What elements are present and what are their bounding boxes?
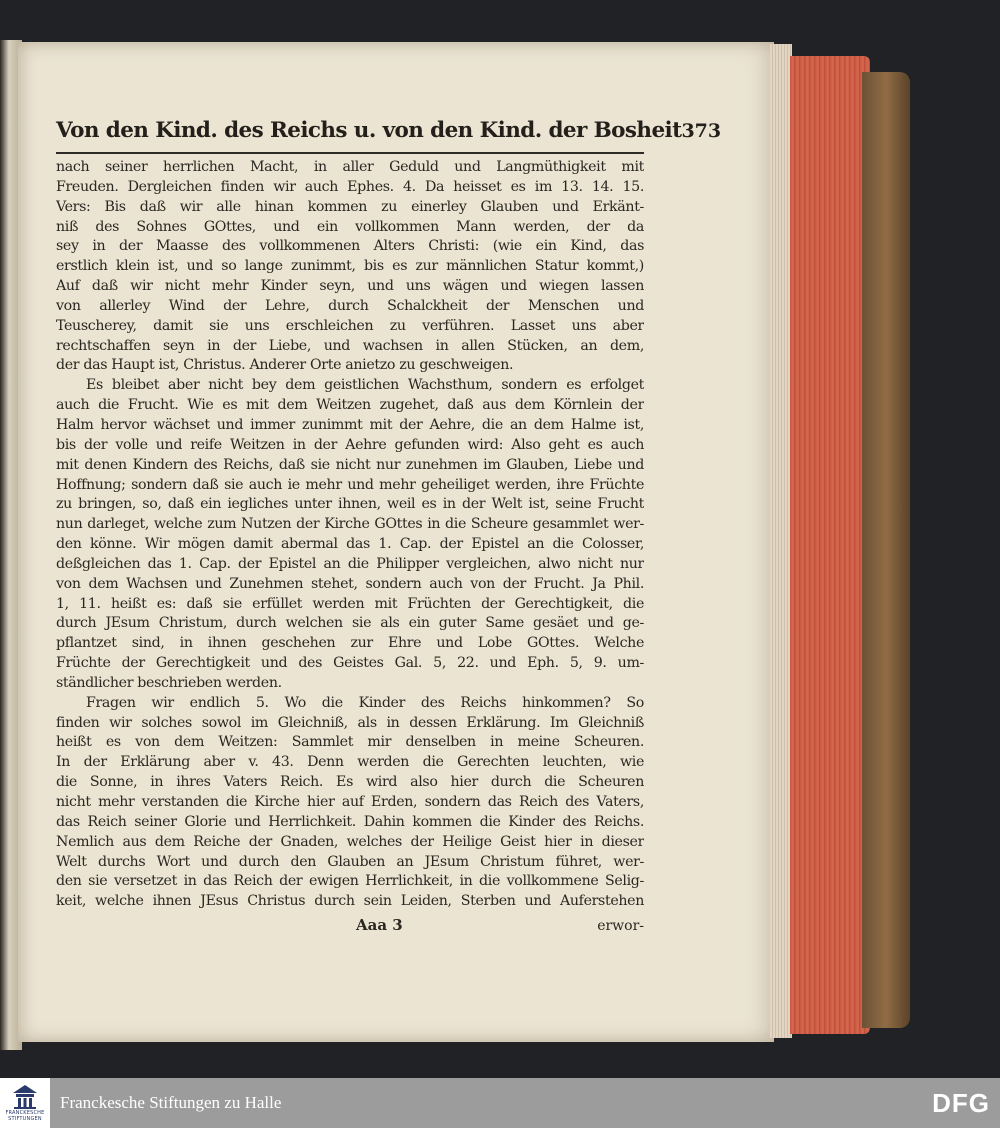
body-text: [56, 158, 644, 912]
text-line: sey in der Maasse des vollkommenen Alters Christi: (wie ein Kind, das: [56, 238, 644, 255]
franckesche-emblem-icon: [10, 1084, 40, 1110]
catchword: erwor-: [597, 918, 644, 935]
page-footer: [56, 916, 644, 938]
viewer-footer-bar: [0, 1078, 1000, 1128]
text-line: pflantzet sind, in ihnen geschehen zur Ehre und Lobe GOttes. Welche: [56, 635, 644, 652]
text-line: Freuden. Dergleichen finden wir auch Ephes. 4. Da heisset es im 13. 14. 15.: [56, 178, 644, 195]
text-line: bis der volle und reife Weitzen in der Aehre gefunden wird: Also geht es auch: [56, 436, 644, 453]
page-fore-edge: [770, 44, 792, 1038]
text-line: nach seiner herrlichen Macht, in aller Geduld und Langmüthigkeit mit: [56, 159, 644, 175]
text-line: Früchte der Gerechtigkeit und des Geistes Gal. 5, 22. und Eph. 5, 9. um-: [56, 655, 644, 672]
text-line: keit, welche ihnen JEsus Christus durch sein Leiden, Sterben und Auferstehen: [56, 893, 644, 910]
institution-link[interactable]: Franckesche Stiftungen zu Halle: [60, 1093, 282, 1112]
text-line: Fragen wir endlich 5. Wo die Kinder des Reichs hinkommen? So: [86, 694, 644, 711]
red-page-edges: [790, 56, 870, 1034]
text-line: den könne. Wir mögen damit abermal das 1. Cap. der Epistel an die Colosser,: [56, 536, 644, 553]
franckesche-logo[interactable]: [0, 1078, 50, 1128]
book-cover: [862, 72, 910, 1028]
text-line: nicht mehr verstanden die Kirche hier auf Erden, sondern das Reich des Vaters,: [56, 794, 644, 810]
text-line: ständlicher beschrieben werden.: [56, 674, 282, 691]
text-line: zu bringen, so, daß ein iegliches unter ihnen, weil es in der Welt ist, seine Frucht: [56, 496, 644, 513]
text-line: von dem Wachsen und Zunehmen stehet, sondern auch von der Frucht. Ja Phil.: [56, 575, 644, 592]
text-line: das Reich seiner Glorie und Herrlichkeit. Dahin kommen die Kinder des Reichs.: [56, 813, 644, 830]
text-line: Vers: Bis daß wir alle hinan kommen zu einerley Glauben und Erkänt-: [56, 198, 644, 215]
text-line: Welt durchs Wort und durch den Glauben an JEsum Christum führet, wer-: [56, 853, 644, 870]
text-line: Es bleibet aber nicht bey dem geistlichen Wachsthum, sondern es erfolget: [86, 377, 644, 394]
text-line: Halm hervor wächset und immer zunimmt mit der Aehre, die an dem Halme ist,: [56, 416, 644, 433]
text-line: nun darleget, welche zum Nutzen der Kirche GOttes in die Scheure gesammlet wer-: [56, 516, 644, 533]
text-line: den sie versetzet in das Reich der ewigen Herrlichkeit, in die vollkommene Selig-: [56, 873, 644, 890]
text-line: Hoffnung; sondern daß sie auch ie mehr und mehr geheiliget werden, ihre Früchte: [56, 476, 644, 493]
text-line: mit denen Kindern des Reichs, daß sie nicht nur zunehmen im Glauben, Liebe und: [56, 456, 644, 473]
text-line: rechtschaffen seyn in der Liebe, und wachsen in allen Stücken, an dem,: [56, 337, 644, 354]
text-line: durch JEsum Christum, durch welchen sie als ein guter Same gesäet und ge-: [56, 615, 644, 632]
running-title: Von den Kind. des Reichs u. von den Kind. der Bosheit: [56, 118, 682, 143]
page-number: 373: [681, 120, 722, 142]
text-line: Auf daß wir nicht mehr Kinder seyn, und uns wägen und wiegen lassen: [56, 278, 644, 295]
text-line: auch die Frucht. Wie es mit dem Weitzen zugehet, daß aus dem Körnlein der: [56, 397, 644, 414]
text-line: heißt es von dem Weitzen: Sammlet mir denselben in meine Scheuren.: [56, 734, 644, 751]
text-line: von allerley Wind der Lehre, durch Schalckheit der Menschen und: [56, 297, 644, 314]
dfg-logo[interactable]: DFG: [932, 1087, 990, 1118]
text-line: 1, 11. heißt es: daß sie erfüllet werden mit Früchten der Gerechtigkeit, die: [56, 595, 644, 612]
text-line: der das Haupt ist, Christus. Anderer Orte anietzo zu geschweigen.: [56, 357, 514, 374]
text-line: erstlich klein ist, und so lange zunimmt, bis es zur männlichen Statur kommt,): [56, 258, 644, 275]
page-text-block: [56, 118, 722, 948]
text-line: deßgleichen das 1. Cap. der Epistel an die Philipper vergleichen, alwo nicht nur: [56, 555, 644, 572]
text-line: In der Erklärung aber v. 43. Denn werden die Gerechten leuchten, wie: [56, 754, 644, 771]
text-line: niß des Sohnes GOttes, und ein vollkommen Mann werden, der da: [56, 218, 644, 235]
text-line: Teuscherey, damit sie uns erschleichen zu verführen. Lasset uns aber: [56, 317, 644, 334]
text-line: die Sonne, in ihres Vaters Reich. Es wird also hier durch die Scheuren: [56, 774, 644, 791]
signature-mark: Aaa 3: [356, 916, 403, 935]
logo-text: FRANCKESCHE STIFTUNGEN: [5, 1110, 45, 1122]
text-line: finden wir solches sowol im Gleichniß, als in dessen Erklärung. Im Gleichniß: [56, 714, 644, 731]
text-line: Nemlich aus dem Reiche der Gnaden, welches der Heilige Geist hier in dieser: [56, 833, 644, 850]
running-head: [56, 118, 722, 154]
